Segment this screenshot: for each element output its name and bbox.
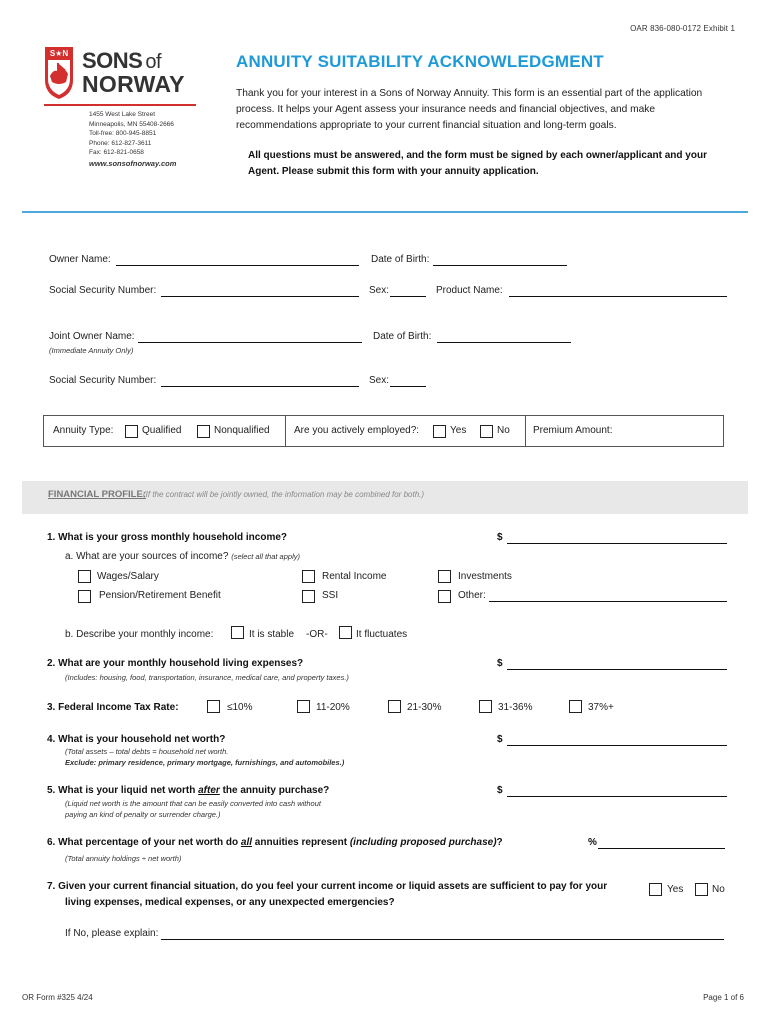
rate-10-label: ≤10% [227, 702, 253, 713]
question-7-line1: 7. Given your current financial situation, do you feel your current income or liquid assets are sufficient to pay for your [47, 881, 608, 892]
financial-profile-title: FINANCIAL PROFILE: [48, 489, 146, 500]
stable-checkbox[interactable] [231, 626, 244, 639]
shield-letters: S★N [49, 49, 69, 58]
annuity-type-label: Annuity Type: [53, 425, 114, 436]
question-5-note [65, 798, 321, 820]
address-line: Fax: 612-821-0658 [89, 149, 144, 157]
fluctuates-label: It fluctuates [356, 629, 408, 640]
or-label: -OR- [306, 629, 328, 640]
question-3: 3. Federal Income Tax Rate: [47, 702, 179, 713]
owner-ssn-label: Social Security Number: [49, 285, 157, 296]
header-divider [22, 211, 748, 213]
page-number: Page 1 of 6 [703, 993, 744, 1002]
question-6-emphasis-2: (including proposed purchase) [349, 837, 497, 848]
website-link[interactable]: www.sonsofnorway.com [89, 158, 177, 168]
rate-31-36-label: 31-36% [498, 702, 533, 713]
question-2: 2. What are your monthly household living expenses? [47, 658, 304, 669]
wages-label: Wages/Salary [97, 571, 159, 582]
question-4-note-line: Exclude: primary residence, primary mortgage, furnishings, and automobiles.) [65, 758, 345, 767]
employed-no-label: No [497, 425, 510, 436]
address-line: Phone: 612-827-3611 [89, 139, 152, 147]
question-1a-text: a. What are your sources of income? [65, 551, 229, 562]
ssi-checkbox[interactable] [302, 590, 315, 603]
explain-field[interactable] [161, 939, 724, 940]
joint-sex-field[interactable] [390, 386, 426, 387]
investments-checkbox[interactable] [438, 570, 451, 583]
other-checkbox[interactable] [438, 590, 451, 603]
stable-label: It is stable [249, 629, 295, 640]
question-5 [47, 785, 329, 796]
nonqualified-label: Nonqualified [214, 425, 270, 436]
other-label: Other: [458, 590, 486, 601]
rate-21-30-checkbox[interactable] [388, 700, 401, 713]
company-address [89, 110, 176, 169]
rate-21-30-label: 21-30% [407, 702, 442, 713]
qualified-label: Qualified [142, 425, 182, 436]
question-1a [65, 551, 300, 562]
dollar-sign: $ [497, 532, 503, 543]
premium-amount-label: Premium Amount: [533, 425, 613, 436]
box-divider [285, 415, 286, 447]
pension-label: Pension/Retirement Benefit [99, 590, 221, 601]
box-divider [525, 415, 526, 447]
intro-text: Thank you for your interest in a Sons of Norway Annuity. This form is an essential part of the application process. It helps your Agent assess your insurance needs and financial objectives, and make recommendations appropriate to your current financial situation and long-term goals. [236, 88, 703, 131]
rate-31-36-checkbox[interactable] [479, 700, 492, 713]
premium-amount-field[interactable] [620, 418, 720, 444]
question-6-text: annuities represent [252, 837, 350, 848]
investments-label: Investments [458, 571, 512, 582]
employed-yes-label: Yes [450, 425, 467, 436]
logo-divider [44, 104, 196, 106]
owner-dob-field[interactable] [433, 265, 567, 266]
other-field[interactable] [489, 601, 727, 602]
joint-dob-field[interactable] [437, 342, 571, 343]
wages-checkbox[interactable] [78, 570, 91, 583]
question-4-note [65, 746, 344, 768]
net-worth-field[interactable] [507, 745, 727, 746]
form-reference: OAR 836-080-0172 Exhibit 1 [630, 24, 735, 33]
sufficient-yes-checkbox[interactable] [649, 883, 662, 896]
rate-11-20-label: 11-20% [316, 702, 350, 713]
rate-37-label: 37%+ [588, 702, 614, 713]
liquid-net-worth-field[interactable] [507, 796, 727, 797]
question-5-text: the annuity purchase? [219, 785, 330, 796]
question-2-note: (Includes: housing, food, transportation, insurance, medical care, and property taxes.) [65, 673, 349, 682]
employed-yes-checkbox[interactable] [433, 425, 446, 438]
rate-37-checkbox[interactable] [569, 700, 582, 713]
fluctuates-checkbox[interactable] [339, 626, 352, 639]
living-expenses-field[interactable] [507, 669, 727, 670]
dollar-sign: $ [497, 734, 503, 745]
question-6-text: ? [496, 837, 503, 848]
qualified-checkbox[interactable] [125, 425, 138, 438]
pension-checkbox[interactable] [78, 590, 91, 603]
percent-sign: % [588, 837, 597, 848]
brand-name-sons: SONS [82, 48, 143, 73]
financial-profile-note: (If the contract will be jointly owned, the information may be combined for both.) [143, 490, 425, 499]
rental-label: Rental Income [322, 571, 387, 582]
owner-sex-label: Sex: [369, 285, 390, 296]
owner-sex-field[interactable] [390, 296, 426, 297]
instructions-notice: All questions must be answered, and the form must be signed by each owner/applicant and your Agent. Please submit this form with your annuity application. [248, 150, 707, 177]
joint-sex-label: Sex: [369, 375, 390, 386]
joint-ssn-field[interactable] [161, 386, 359, 387]
question-6-note: (Total annuity holdings ÷ net worth) [65, 854, 182, 863]
question-4: 4. What is your household net worth? [47, 734, 226, 745]
explain-label: If No, please explain: [65, 928, 159, 939]
question-5-emphasis: after [198, 785, 220, 796]
annuity-percentage-field[interactable] [598, 848, 725, 849]
sufficient-no-checkbox[interactable] [695, 883, 708, 896]
sufficient-no-label: No [712, 884, 725, 895]
question-6-text: 6. What percentage of your net worth do [47, 837, 241, 848]
question-5-text: 5. What is your liquid net worth [47, 785, 199, 796]
dollar-sign: $ [497, 785, 503, 796]
gross-income-field[interactable] [507, 543, 727, 544]
rate-10-checkbox[interactable] [207, 700, 220, 713]
employed-no-checkbox[interactable] [480, 425, 493, 438]
joint-dob-label: Date of Birth: [373, 331, 432, 342]
brand-name-of: of [145, 51, 162, 73]
owner-dob-label: Date of Birth: [371, 254, 430, 265]
address-line: Minneapolis, MN 55408-2666 [89, 120, 174, 128]
question-6 [47, 837, 503, 848]
brand-name-norway: NORWAY [82, 71, 185, 97]
sons-of-norway-logo [44, 46, 196, 104]
address-line: Toll-free: 800-945-8851 [89, 130, 157, 138]
form-number: OR Form #325 4/24 [22, 993, 93, 1002]
owner-ssn-field[interactable] [161, 296, 359, 297]
joint-ssn-label: Social Security Number: [49, 375, 157, 386]
question-1: 1. What is your gross monthly household income? [47, 532, 288, 543]
nonqualified-checkbox[interactable] [197, 425, 210, 438]
question-4-note-line: (Total assets – total debts = household net worth. [65, 747, 229, 756]
joint-owner-name-label: Joint Owner Name: [49, 331, 135, 342]
question-5-note-line: paying an kind of penalty or surrender charge.) [65, 810, 221, 819]
address-line: 1455 West Lake Street [89, 111, 156, 118]
joint-owner-name-field[interactable] [138, 342, 362, 343]
question-5-note-line: (Liquid net worth is the amount that can be easily converted into cash without [65, 799, 321, 808]
joint-owner-note: (Immediate Annuity Only) [49, 346, 134, 355]
product-name-field[interactable] [509, 296, 727, 297]
sufficient-yes-label: Yes [667, 884, 684, 895]
question-6-emphasis: all [240, 837, 253, 848]
product-name-label: Product Name: [436, 285, 503, 296]
dollar-sign: $ [497, 658, 503, 669]
page-title: ANNUITY SUITABILITY ACKNOWLEDGMENT [236, 52, 604, 71]
owner-name-label: Owner Name: [49, 254, 111, 265]
rental-checkbox[interactable] [302, 570, 315, 583]
ssi-label: SSI [322, 590, 339, 601]
owner-name-field[interactable] [116, 265, 359, 266]
rate-11-20-checkbox[interactable] [297, 700, 310, 713]
question-1b: b. Describe your monthly income: [65, 629, 214, 640]
question-1a-note: (select all that apply) [231, 552, 300, 561]
employed-label: Are you actively employed?: [294, 425, 420, 436]
question-7-line2: living expenses, medical expenses, or any unexpected emergencies? [65, 897, 395, 908]
